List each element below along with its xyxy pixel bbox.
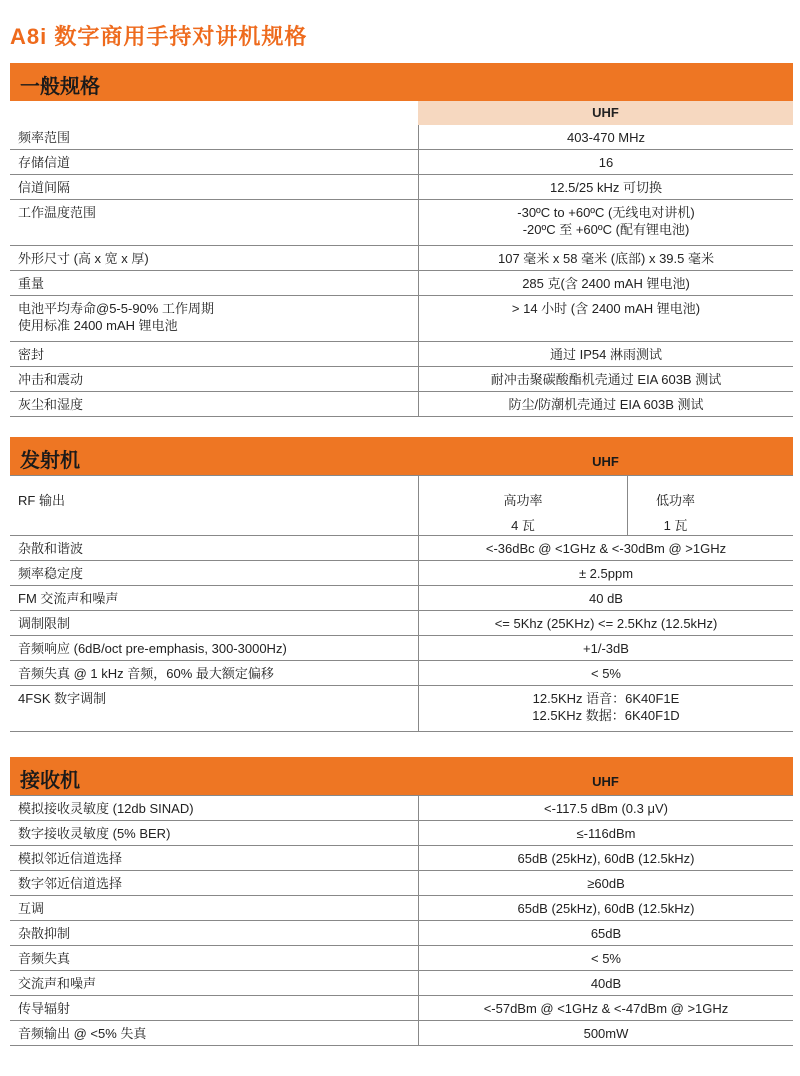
row-value-text: <-57dBm @ <1GHz & <-47dBm @ >1GHz bbox=[483, 1001, 729, 1016]
row-label-text: 杂散和谐波 bbox=[18, 541, 84, 556]
table-row bbox=[10, 392, 793, 417]
rf-low-label: 低功率 bbox=[655, 493, 695, 508]
row-label bbox=[10, 821, 418, 842]
row-value bbox=[418, 636, 793, 660]
row-label-text: 杂散抑制 bbox=[18, 926, 71, 941]
row-label bbox=[10, 871, 418, 892]
row-value-text: > 14 小时 (含 2400 mAH 锂电池) bbox=[511, 301, 701, 316]
transmitter-uhf-label: UHF bbox=[592, 454, 619, 469]
row-value-text: ≤-116dBm bbox=[576, 826, 636, 841]
row-label bbox=[10, 611, 418, 632]
table-row bbox=[10, 821, 793, 846]
row-label-text: 频率稳定度 bbox=[18, 566, 84, 581]
table-row bbox=[10, 686, 793, 732]
table-row bbox=[10, 200, 793, 246]
row-label-text: 数字邻近信道选择 bbox=[18, 876, 123, 891]
row-value-text: < 5% bbox=[591, 951, 621, 966]
row-value bbox=[418, 996, 793, 1020]
row-value-text: 65dB (25kHz), 60dB (12.5kHz) bbox=[517, 901, 695, 916]
row-label-text: 互调 bbox=[18, 901, 45, 916]
row-label bbox=[10, 367, 418, 388]
row-label bbox=[10, 150, 418, 171]
row-label-text: 数字接收灵敏度 (5% BER) bbox=[18, 826, 171, 841]
row-label bbox=[10, 946, 418, 967]
row-label bbox=[10, 686, 418, 707]
row-label-text: 音频输出 @ <5% 失真 bbox=[18, 1026, 147, 1041]
table-row bbox=[10, 586, 793, 611]
row-label bbox=[10, 921, 418, 942]
row-label-text: 频率范围 bbox=[18, 130, 71, 145]
row-value bbox=[418, 921, 793, 945]
row-value-text: ± 2.5ppm bbox=[578, 566, 634, 581]
row-label-text: 音频响应 (6dB/oct pre-emphasis, 300-3000Hz) bbox=[18, 641, 287, 656]
row-value bbox=[418, 200, 793, 245]
table-row bbox=[10, 475, 793, 536]
table-row bbox=[10, 921, 793, 946]
table-row bbox=[10, 846, 793, 871]
transmitter-section bbox=[10, 437, 793, 732]
general-header bbox=[10, 63, 793, 101]
row-value-text: 12.5KHz 语音：6K40F1E bbox=[532, 691, 680, 706]
page-title: A8i 数字商用手持对讲机规格 bbox=[10, 24, 308, 49]
row-label bbox=[10, 971, 418, 992]
row-label-text: 存储信道 bbox=[18, 155, 71, 170]
row-value bbox=[418, 796, 793, 820]
row-label: RF 输出 bbox=[18, 493, 65, 508]
row-value-text: -30ºC to +60ºC (无线电对讲机) bbox=[517, 205, 695, 220]
row-value bbox=[418, 686, 793, 731]
table-row bbox=[10, 561, 793, 586]
row-label bbox=[10, 636, 418, 657]
row-value-text: 40 dB bbox=[589, 591, 623, 606]
row-value-text: <-36dBc @ <1GHz & <-30dBm @ >1GHz bbox=[485, 541, 727, 556]
table-row bbox=[10, 367, 793, 392]
row-value bbox=[418, 175, 793, 199]
row-value-text: 通过 IP54 淋雨测试 bbox=[550, 347, 662, 362]
table-row bbox=[10, 946, 793, 971]
row-label-text: 交流声和噪声 bbox=[18, 976, 97, 991]
row-value bbox=[418, 821, 793, 845]
row-label bbox=[10, 175, 418, 196]
row-label-text: 调制限制 bbox=[18, 616, 71, 631]
row-value bbox=[418, 871, 793, 895]
row-value bbox=[418, 1021, 793, 1045]
rf-high-label: 高功率 bbox=[503, 493, 543, 508]
row-label-text-2: 使用标准 2400 mAH 锂电池 bbox=[18, 318, 178, 333]
receiver-uhf-label: UHF bbox=[592, 774, 619, 789]
row-label bbox=[10, 200, 418, 221]
table-row bbox=[10, 661, 793, 686]
row-value bbox=[418, 125, 793, 149]
table-row bbox=[10, 271, 793, 296]
row-value bbox=[418, 896, 793, 920]
row-value bbox=[418, 246, 793, 270]
row-label-text: 电池平均寿命@5-5-90% 工作周期 bbox=[18, 301, 214, 316]
row-value-text: <-117.5 dBm (0.3 μV) bbox=[544, 801, 668, 816]
row-label bbox=[10, 125, 418, 146]
general-uhf-label: UHF bbox=[418, 101, 793, 125]
row-label bbox=[10, 246, 418, 267]
row-value-text: 65dB (25kHz), 60dB (12.5kHz) bbox=[517, 851, 695, 866]
table-row bbox=[10, 246, 793, 271]
row-value-text-2: 12.5KHz 数据：6K40F1D bbox=[532, 708, 680, 723]
table-row bbox=[10, 1021, 793, 1046]
row-label-text: 外形尺寸 (高 x 宽 x 厚) bbox=[18, 251, 149, 266]
table-row bbox=[10, 150, 793, 175]
row-value-text: <= 5Khz (25KHz) <= 2.5Khz (12.5kHz) bbox=[494, 616, 718, 631]
row-value-text: 403-470 MHz bbox=[566, 130, 646, 145]
transmitter-title: 发射机 bbox=[20, 450, 80, 472]
table-row bbox=[10, 296, 793, 342]
table-row bbox=[10, 871, 793, 896]
row-value-text: 107 毫米 x 58 毫米 (底部) x 39.5 毫米 bbox=[497, 251, 714, 266]
row-value-text: 防尘/防潮机壳通过 EIA 603B 测试 bbox=[508, 397, 704, 412]
table-row bbox=[10, 996, 793, 1021]
row-label bbox=[10, 896, 418, 917]
row-label-text: 工作温度范围 bbox=[18, 205, 97, 220]
row-value bbox=[418, 611, 793, 635]
row-value-text: 12.5/25 kHz 可切换 bbox=[550, 180, 662, 195]
table-row bbox=[10, 342, 793, 367]
rf-low-cell bbox=[628, 476, 723, 535]
row-label-text: 信道间隔 bbox=[18, 180, 71, 195]
rf-low-value: 1 瓦 bbox=[663, 518, 688, 533]
table-row bbox=[10, 125, 793, 150]
row-label-text: 音频失真 bbox=[18, 951, 71, 966]
row-label bbox=[10, 586, 418, 607]
row-label-text: 音频失真 @ 1 kHz 音频，60% 最大额定偏移 bbox=[18, 666, 274, 681]
row-label-text: 模拟邻近信道选择 bbox=[18, 851, 123, 866]
row-value bbox=[418, 271, 793, 295]
row-label-text: 4FSK 数字调制 bbox=[18, 691, 107, 706]
table-row bbox=[10, 611, 793, 636]
rf-high-cell bbox=[419, 476, 627, 535]
row-value bbox=[418, 392, 793, 416]
row-label-text: 模拟接收灵敏度 (12db SINAD) bbox=[18, 801, 194, 816]
row-label bbox=[10, 392, 418, 413]
row-label bbox=[10, 996, 418, 1017]
row-value bbox=[418, 561, 793, 585]
row-label bbox=[10, 846, 418, 867]
table-row bbox=[10, 636, 793, 661]
row-value-text: 500mW bbox=[583, 1026, 629, 1041]
row-label-text: 冲击和震动 bbox=[18, 372, 84, 387]
row-value bbox=[418, 846, 793, 870]
row-value-text: 65dB bbox=[590, 926, 622, 941]
row-value bbox=[418, 586, 793, 610]
row-label bbox=[10, 561, 418, 582]
general-title: 一般规格 bbox=[20, 76, 100, 98]
row-value-text: ≥60dB bbox=[587, 876, 625, 891]
row-label-text: 重量 bbox=[18, 276, 45, 291]
row-label-text: FM 交流声和噪声 bbox=[18, 591, 119, 606]
row-label bbox=[10, 342, 418, 363]
receiver-title: 接收机 bbox=[20, 770, 80, 792]
table-row bbox=[10, 971, 793, 996]
row-value bbox=[418, 150, 793, 174]
row-label-text: 灰尘和湿度 bbox=[18, 397, 84, 412]
rf-high-value: 4 瓦 bbox=[511, 518, 535, 533]
row-value bbox=[418, 661, 793, 685]
row-value bbox=[418, 946, 793, 970]
row-label bbox=[10, 296, 418, 334]
row-value-text: < 5% bbox=[591, 666, 621, 681]
general-section bbox=[10, 63, 793, 417]
row-value-text: +1/-3dB bbox=[583, 641, 629, 656]
row-label bbox=[10, 1021, 418, 1042]
row-label bbox=[10, 536, 418, 557]
receiver-section bbox=[10, 757, 793, 1046]
row-label-text: 传导辐射 bbox=[18, 1001, 71, 1016]
rf-output-cell bbox=[418, 476, 793, 535]
table-row bbox=[10, 536, 793, 561]
row-value-text: 40dB bbox=[590, 976, 622, 991]
row-value-text: 285 克(含 2400 mAH 锂电池) bbox=[522, 276, 690, 291]
row-label bbox=[10, 661, 418, 682]
row-value-text: 16 bbox=[598, 155, 614, 170]
row-value bbox=[418, 342, 793, 366]
table-row bbox=[10, 796, 793, 821]
table-row bbox=[10, 175, 793, 200]
row-value bbox=[418, 367, 793, 391]
row-label-text: 密封 bbox=[18, 347, 45, 362]
row-value bbox=[418, 971, 793, 995]
row-value-text-2: -20ºC 至 +60ºC (配有锂电池) bbox=[522, 222, 690, 237]
row-value-text: 耐冲击聚碳酸酯机壳通过 EIA 603B 测试 bbox=[490, 372, 722, 387]
row-label bbox=[10, 796, 418, 817]
table-row bbox=[10, 896, 793, 921]
row-label bbox=[10, 271, 418, 292]
row-value bbox=[418, 536, 793, 560]
general-col-header bbox=[10, 101, 793, 125]
receiver-header bbox=[10, 757, 793, 795]
transmitter-header bbox=[10, 437, 793, 475]
row-value bbox=[418, 296, 793, 341]
